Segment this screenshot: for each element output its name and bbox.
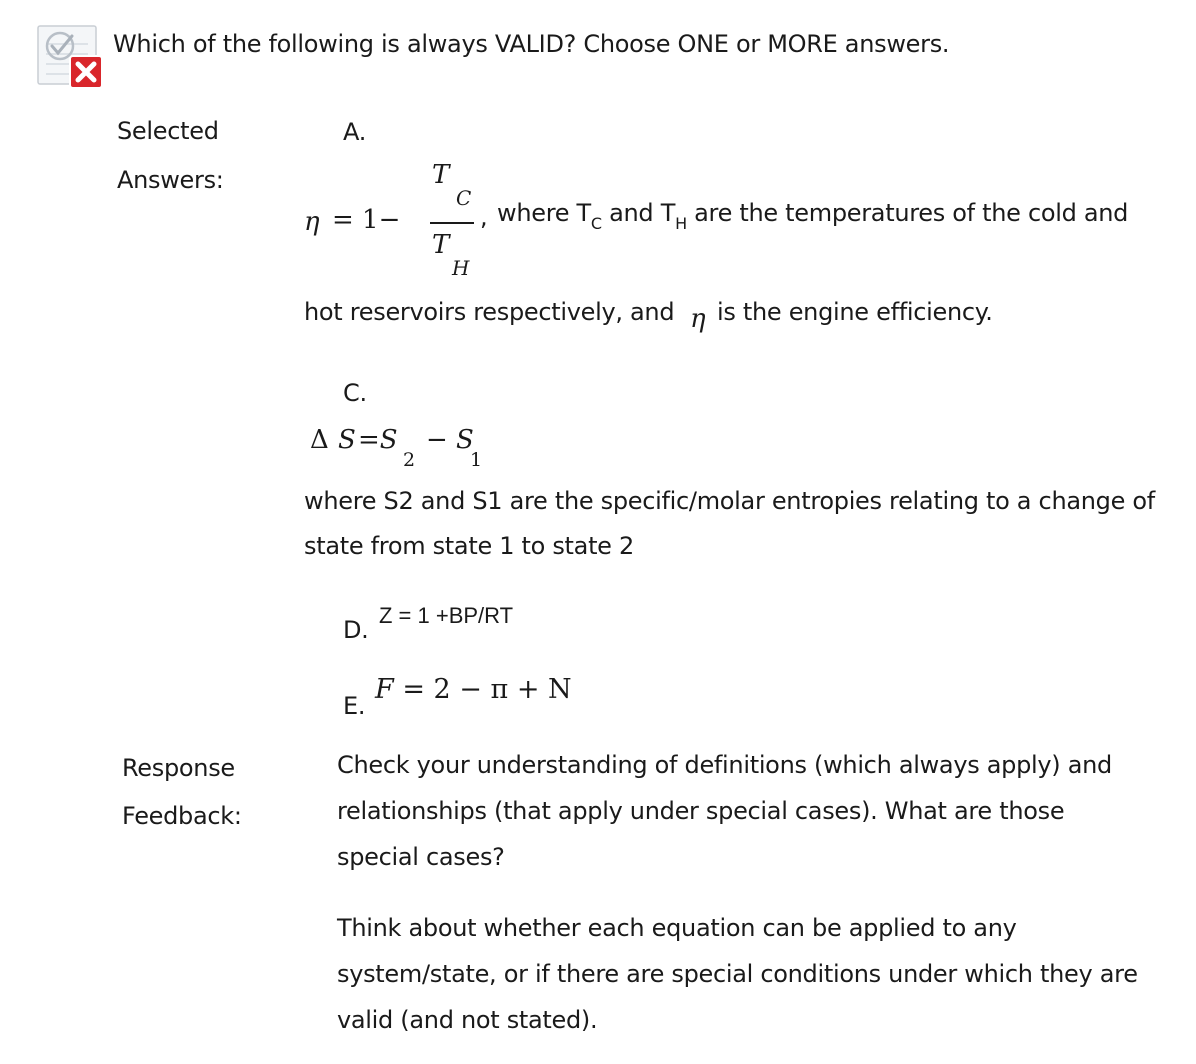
option-e-equation: F = 2 − π + N bbox=[375, 674, 572, 705]
fraction-numerator-sub-c: C bbox=[456, 186, 472, 210]
fraction-denominator-t: T bbox=[432, 230, 450, 260]
feedback-p1-line2: relationships (that apply under special cases). What are those bbox=[337, 797, 1065, 825]
option-a-letter: A. bbox=[343, 118, 367, 146]
fraction-denominator-sub-h: H bbox=[452, 256, 470, 280]
option-a-description-line2-end: is the engine efficiency. bbox=[717, 298, 993, 326]
eta-symbol-inline: η bbox=[690, 304, 706, 334]
equals-one-minus: = 1− bbox=[332, 205, 401, 235]
option-c-description-line1: where S2 and S1 are the specific/molar entropies relating to a change of bbox=[304, 487, 1155, 515]
option-c-letter: C. bbox=[343, 379, 367, 407]
feedback-p2-line3: valid (and not stated). bbox=[337, 1006, 598, 1034]
question-text: Which of the following is always VALID? Choose ONE or MORE answers. bbox=[113, 30, 950, 58]
response-feedback-label-line1: Response bbox=[122, 754, 235, 782]
response-feedback-label-line2: Feedback: bbox=[122, 802, 242, 830]
option-a-description-line2: hot reservoirs respectively, and bbox=[304, 298, 675, 326]
feedback-p2-line2: system/state, or if there are special conditions under which they are bbox=[337, 960, 1138, 988]
option-d-equation: Z = 1 +BP/RT bbox=[379, 603, 514, 628]
fraction-bar bbox=[430, 222, 474, 224]
feedback-paragraph-1 bbox=[337, 742, 1112, 880]
entropy-s: S bbox=[338, 425, 356, 455]
option-e-letter: E. bbox=[343, 692, 366, 720]
delta-symbol: Δ bbox=[310, 425, 329, 455]
option-c-description-line2: state from state 1 to state 2 bbox=[304, 532, 634, 560]
feedback-p1-line3: special cases? bbox=[337, 843, 505, 871]
fraction-numerator-t: T bbox=[432, 160, 450, 190]
option-a-description-line1: where $T_C$ and $T_H$ are the temperatures of the cold and bbox=[497, 199, 1129, 233]
selected-answers-label-line2: Answers: bbox=[117, 166, 224, 194]
feedback-p2-line1: Think about whether each equation can be applied to any bbox=[337, 914, 1017, 942]
equals-s: =S bbox=[358, 425, 398, 455]
option-d-letter: D. bbox=[343, 616, 369, 644]
subscript-2: 2 bbox=[403, 449, 416, 471]
eta-symbol: η bbox=[304, 207, 320, 237]
selected-answers-label-line1: Selected bbox=[117, 117, 219, 145]
feedback-paragraph-2 bbox=[337, 905, 1138, 1043]
incorrect-x-icon bbox=[36, 22, 104, 90]
minus-s: − S bbox=[426, 425, 474, 455]
option-a-comma: , bbox=[480, 203, 488, 231]
subscript-1: 1 bbox=[470, 449, 483, 471]
feedback-p1-line1: Check your understanding of definitions (which always apply) and bbox=[337, 751, 1112, 779]
